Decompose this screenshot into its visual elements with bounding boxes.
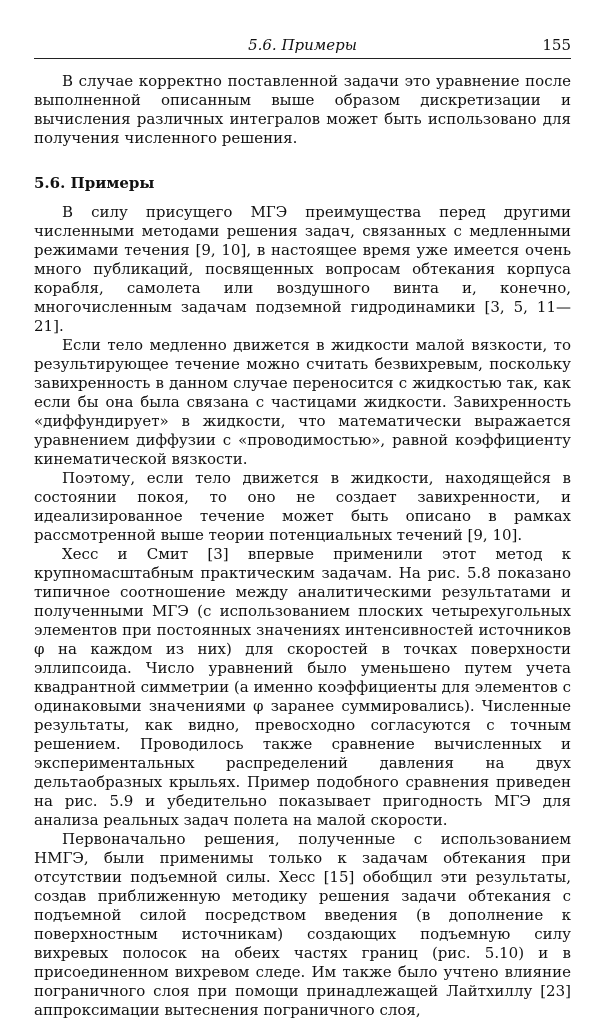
paragraph: Хесс и Смит [3] впервые применили этот метод к крупномасштабным практическим задачам. На рис. 5.8 показано типичное соотношение между аналитическими результатами и полученными МГЭ (с использованием плоских четырехугольных элементов при постоянных значениях интенсивностей источников φ на каждом из них) для скоростей в точках поверхности эллипсоида. Число уравнений было уменьшено путем учета квадрантной симметрии (а именно коэффициенты для элементов с одинаковыми значениями φ заранее суммировались). Численные результаты, как видно, превосходно согласуются с точным решением. Проводилось также сравнение вычисленных и экспериментальных распределений давления на двух дельтаобразных крыльях. Пример подобного сравнения приведен на рис. 5.9 и убедительно показывает пригодность МГЭ для анализа реальных задач полета на малой скорости. <box>34 545 571 829</box>
intro-paragraph: В случае корректно поставленной задачи это уравнение после выполненной описанным выше образом дискретизации и вычисления различных интегралов может быть использовано для получения численного решения. <box>34 72 571 147</box>
paragraph: Поэтому, если тело движется в жидкости, находящейся в состоянии покоя, то оно не создает завихренности, и идеализированное течение может быть описано в рамках рассмотренной выше теории потенциальных течений [9, 10]. <box>34 469 571 544</box>
page-body <box>34 72 571 1020</box>
running-title: 5.6. Примеры <box>248 36 357 54</box>
page-header <box>34 28 571 59</box>
paragraph: Если тело медленно движется в жидкости малой вязкости, то результирующее течение можно считать безвихревым, поскольку завихренность в данном случае переносится с жидкостью так, как если бы она была связана с частицами жидкости. Завихренность «диффундирует» в жидкости, что математически выражается уравнением диффузии с «проводимостью», равной коэффициенту кинематической вязкости. <box>34 336 571 468</box>
paragraph: В силу присущего МГЭ преимущества перед другими численными методами решения задач, связанных с медленными режимами течения [9, 10], в настоящее время уже имеется очень много публикаций, посвященных вопросам обтекания корпуса корабля, самолета или воздушного винта и, конечно, многочисленным задачам подземной гидродинамики [3, 5, 11—21]. <box>34 203 571 335</box>
section-heading: 5.6. Примеры <box>34 174 155 192</box>
page-number: 155 <box>542 36 571 54</box>
paragraph: Первоначально решения, полученные с использованием НМГЭ, были применимы только к задачам обтекания при отсутствии подъемной силы. Хесс [15] обобщил эти результаты, создав приближенную методику решения задачи обтекания с подъемной силой посредством введения (в дополнение к поверхностным источникам) создающих подъемную силу вихревых полосок на обеих частях границ (рис. 5.10) и в присоединенном вихревом следе. Им также было учтено влияние пограничного слоя при помощи принадлежащей Лайтхиллу [23] аппроксимации вытеснения пограничного слоя, <box>34 830 571 1019</box>
